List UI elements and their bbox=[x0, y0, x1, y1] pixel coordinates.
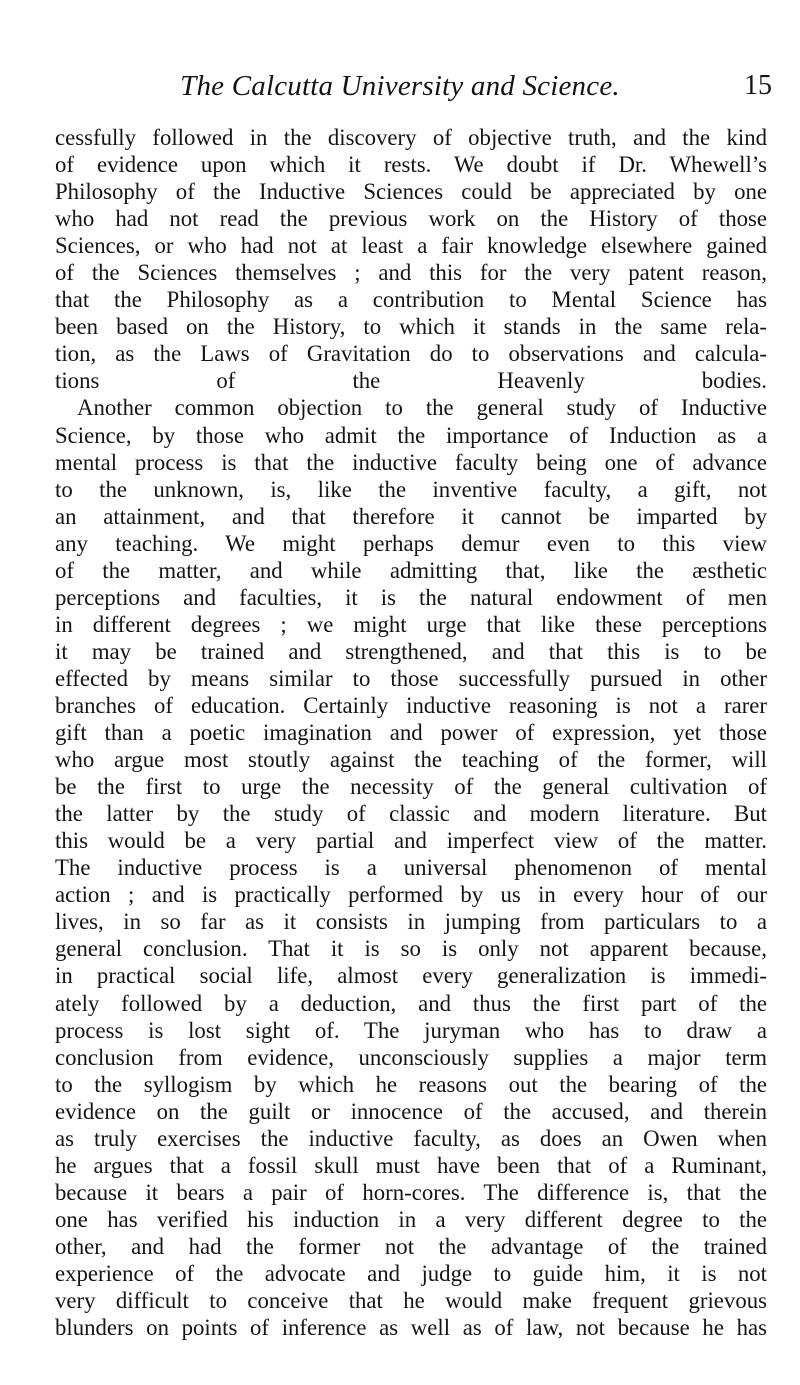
text-line: Science, by those who admit the importance of Induction as a bbox=[55, 422, 767, 448]
text-line: branches of education. Certainly inductive reasoning is not a rarer bbox=[55, 692, 767, 718]
text-line: tion, as the Laws of Gravitation do to observations and calcula- bbox=[55, 341, 767, 367]
text-line: to the syllogism by which he reasons out the bearing of the bbox=[55, 1071, 767, 1097]
text-line: an attainment, and that therefore it cannot be imparted by bbox=[55, 503, 767, 529]
text-line: of the Sciences themselves ; and this for the very patent reason, bbox=[55, 260, 767, 286]
text-line: who argue most stoutly against the teaching of the former, will bbox=[55, 747, 767, 773]
text-line: other, and had the former not the advantage of the trained bbox=[55, 1233, 767, 1259]
text-line: mental process is that the inductive faculty being one of advance bbox=[55, 449, 767, 475]
text-line: as truly exercises the inductive faculty, as does an Owen when bbox=[55, 1125, 767, 1151]
text-line: to the unknown, is, like the inventive faculty, a gift, not bbox=[55, 476, 767, 502]
text-line: any teaching. We might perhaps demur even to this view bbox=[55, 530, 767, 556]
text-line: effected by means similar to those successfully pursued in other bbox=[55, 665, 767, 691]
text-line: The inductive process is a universal phenomenon of mental bbox=[55, 855, 767, 881]
text-line: because it bears a pair of horn-cores. The difference is, that the bbox=[55, 1179, 767, 1205]
text-line: of evidence upon which it rests. We doubt if Dr. Whewell’s bbox=[55, 152, 767, 178]
text-line: one has verified his induction in a very different degree to the bbox=[55, 1206, 767, 1232]
text-line: he argues that a fossil skull must have been that of a Ruminant, bbox=[55, 1152, 767, 1178]
text-line: in practical social life, almost every generalization is immedi- bbox=[55, 963, 767, 989]
text-line: experience of the advocate and judge to guide him, it is not bbox=[55, 1260, 767, 1286]
text-line: the latter by the study of classic and modern literature. But bbox=[55, 801, 767, 827]
text-line: be the first to urge the necessity of the general cultivation of bbox=[55, 774, 767, 800]
text-line: Philosophy of the Inductive Sciences could be appreciated by one bbox=[55, 179, 767, 205]
text-line: evidence on the guilt or innocence of the accused, and therein bbox=[55, 1098, 767, 1124]
text-line: Another common objection to the general study of Inductive bbox=[77, 395, 767, 421]
text-line: this would be a very partial and imperfect view of the matter. bbox=[55, 828, 767, 854]
text-line: action ; and is practically performed by us in every hour of our bbox=[55, 882, 767, 908]
text-line: who had not read the previous work on the History of those bbox=[55, 206, 767, 232]
text-line: it may be trained and strengthened, and that this is to be bbox=[55, 638, 767, 664]
text-line: Sciences, or who had not at least a fair knowledge elsewhere gained bbox=[55, 233, 767, 259]
text-line: ately followed by a deduction, and thus the first part of the bbox=[55, 990, 767, 1016]
text-line: of the matter, and while admitting that, like the æsthetic bbox=[55, 557, 767, 583]
running-head bbox=[0, 70, 800, 110]
text-line: blunders on points of inference as well as of law, not because he has bbox=[55, 1315, 767, 1341]
text-line: very difficult to conceive that he would make frequent grievous bbox=[55, 1288, 767, 1314]
text-line: lives, in so far as it consists in jumping from particulars to a bbox=[55, 909, 767, 935]
text-line: in different degrees ; we might urge that like these perceptions bbox=[55, 611, 767, 637]
text-line: perceptions and faculties, it is the natural endowment of men bbox=[55, 584, 767, 610]
text-line: that the Philosophy as a contribution to Mental Science has bbox=[55, 287, 767, 313]
page-number: 15 bbox=[744, 70, 772, 101]
body-text bbox=[55, 124, 767, 1341]
running-title: The Calcutta University and Science. bbox=[180, 70, 620, 102]
text-line: process is lost sight of. The juryman who has to draw a bbox=[55, 1017, 767, 1043]
text-line: tions of the Heavenly bodies. bbox=[55, 368, 767, 394]
text-line: general conclusion. That it is so is only not apparent because, bbox=[55, 936, 767, 962]
text-line: conclusion from evidence, unconsciously supplies a major term bbox=[55, 1044, 767, 1070]
text-line: gift than a poetic imagination and power of expression, yet those bbox=[55, 720, 767, 746]
text-line: cessfully followed in the discovery of objective truth, and the kind bbox=[55, 125, 767, 150]
text-line: been based on the History, to which it stands in the same rela- bbox=[55, 314, 767, 340]
